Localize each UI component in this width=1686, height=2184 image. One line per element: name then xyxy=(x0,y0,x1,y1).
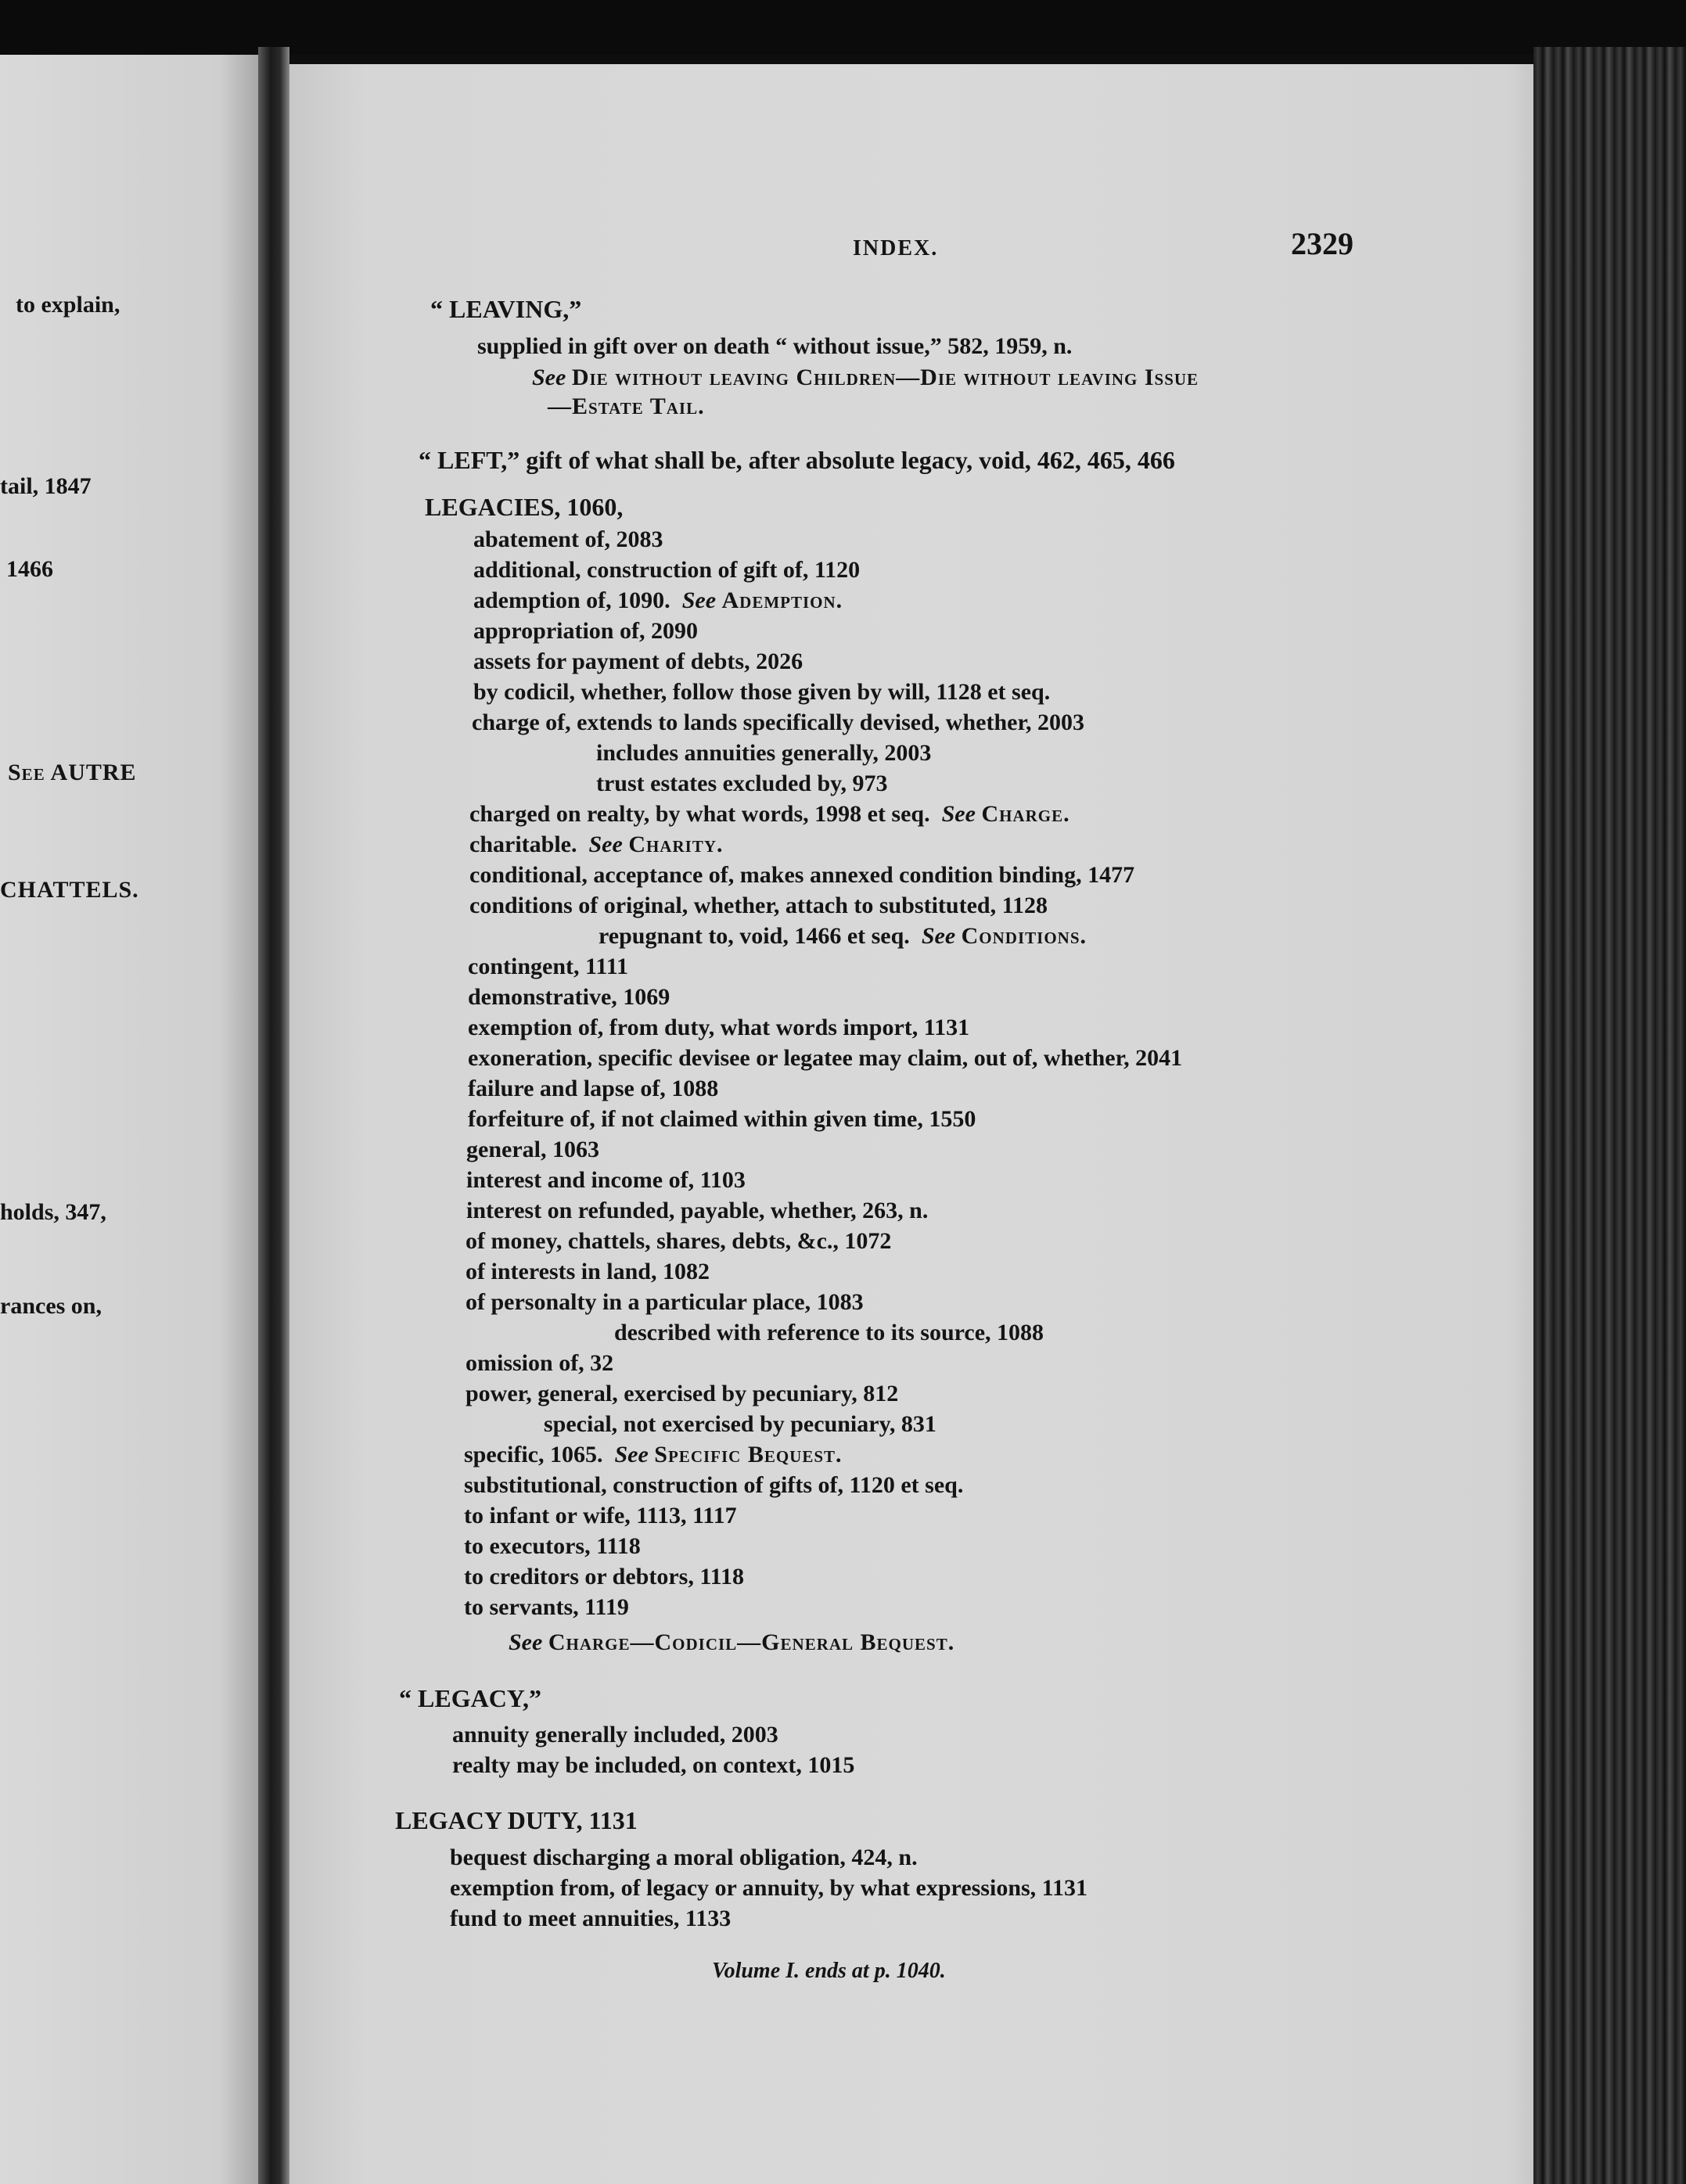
left-fragment: tail, 1847 xyxy=(0,473,92,499)
left-fragment: rances on, xyxy=(0,1293,102,1319)
entry-line: of money, chattels, shares, debts, &c., 1072 xyxy=(466,1228,892,1254)
entry-line: annuity generally included, 2003 xyxy=(452,1722,778,1748)
entry-heading-leaving: “ LEAVING,” xyxy=(430,295,582,323)
entry-line: demonstrative, 1069 xyxy=(468,984,670,1010)
left-fragment: 1466 xyxy=(6,556,53,582)
entry-line: contingent, 1111 xyxy=(468,954,629,979)
entry-line: conditional, acceptance of, makes annexed condition binding, 1477 xyxy=(469,862,1135,888)
entry-line: omission of, 32 xyxy=(466,1350,614,1376)
book-page-edges xyxy=(1533,47,1686,2184)
entry-line: to executors, 1118 xyxy=(464,1533,641,1559)
entry-line: supplied in gift over on death “ without issue,” 582, 1959, n. xyxy=(477,333,1073,359)
page-footer-note: Volume I. ends at p. 1040. xyxy=(712,1959,946,1983)
entry-line: to creditors or debtors, 1118 xyxy=(464,1564,745,1590)
entry-line: charged on realty, by what words, 1998 et seq. See Charge. xyxy=(469,801,1070,827)
entry-heading-legacy: “ LEGACY,” xyxy=(399,1684,541,1712)
page-header: INDEX. xyxy=(853,236,939,260)
cross-reference: —Estate Tail. xyxy=(548,393,705,419)
entry-line: exemption from, of legacy or annuity, by what expressions, 1131 xyxy=(450,1875,1088,1901)
entry-line: forfeiture of, if not claimed within given time, 1550 xyxy=(468,1106,976,1132)
entry-line: specific, 1065. See Specific Bequest. xyxy=(464,1442,843,1467)
left-fragment: CHATTELS. xyxy=(0,877,139,903)
entry-line: substitutional, construction of gifts of, 1120 et seq. xyxy=(464,1472,964,1498)
entry-line: appropriation of, 2090 xyxy=(473,618,698,644)
entry-line: ademption of, 1090. See Ademption. xyxy=(473,587,843,613)
entry-line: by codicil, whether, follow those given by will, 1128 et seq. xyxy=(473,679,1051,705)
entry-line: fund to meet annuities, 1133 xyxy=(450,1906,732,1931)
entry-line: of interests in land, 1082 xyxy=(466,1259,710,1284)
entry-line: bequest discharging a moral obligation, 424, n. xyxy=(450,1845,918,1870)
entry-line: assets for payment of debts, 2026 xyxy=(473,648,803,674)
entry-line: charitable. See Charity. xyxy=(469,832,724,857)
entry-subline: trust estates excluded by, 973 xyxy=(596,771,888,796)
entry-subline: repugnant to, void, 1466 et seq. See Conditions. xyxy=(599,923,1087,949)
entry-line: power, general, exercised by pecuniary, 812 xyxy=(466,1381,899,1406)
entry-line: general, 1063 xyxy=(466,1137,599,1162)
entry-line: additional, construction of gift of, 1120 xyxy=(473,557,861,583)
entry-line: exoneration, specific devisee or legatee may claim, out of, whether, 2041 xyxy=(468,1045,1183,1071)
index-page xyxy=(289,64,1573,2184)
entry-line: exemption of, from duty, what words import, 1131 xyxy=(468,1015,970,1040)
cross-reference: See Die without leaving Children—Die without leaving Issue xyxy=(532,365,1199,390)
entry-line: interest and income of, 1103 xyxy=(466,1167,746,1193)
entry-line: realty may be included, on context, 1015 xyxy=(452,1752,855,1778)
entry-subline: described with reference to its source, 1088 xyxy=(614,1320,1044,1345)
entry-heading-left: “ LEFT,” gift of what shall be, after absolute legacy, void, 462, 465, 466 xyxy=(419,446,1175,474)
entry-line: charge of, extends to lands specifically devised, whether, 2003 xyxy=(472,709,1085,735)
page-number: 2329 xyxy=(1291,226,1353,261)
entry-line: abatement of, 2083 xyxy=(473,526,663,552)
left-fragment: to explain, xyxy=(16,292,120,318)
entry-line: failure and lapse of, 1088 xyxy=(468,1076,719,1101)
left-fragment: See AUTRE xyxy=(8,760,137,785)
entry-line: to servants, 1119 xyxy=(464,1594,629,1620)
cross-reference: See Charge—Codicil—General Bequest. xyxy=(509,1629,955,1655)
book-gutter xyxy=(258,47,289,2184)
entry-heading-legacies: LEGACIES, 1060, xyxy=(425,493,624,521)
entry-line: conditions of original, whether, attach to substituted, 1128 xyxy=(469,893,1048,918)
entry-line: to infant or wife, 1113, 1117 xyxy=(464,1503,737,1528)
entry-line: of personalty in a particular place, 1083 xyxy=(466,1289,864,1315)
entry-subline: includes annuities generally, 2003 xyxy=(596,740,932,766)
scan-top-border xyxy=(0,0,1686,55)
entry-heading-legacy-duty: LEGACY DUTY, 1131 xyxy=(395,1806,638,1834)
left-page xyxy=(0,55,258,2184)
entry-line: interest on refunded, payable, whether, 263, n. xyxy=(466,1198,929,1223)
left-fragment: holds, 347, xyxy=(0,1199,106,1225)
entry-subline: special, not exercised by pecuniary, 831 xyxy=(544,1411,936,1437)
